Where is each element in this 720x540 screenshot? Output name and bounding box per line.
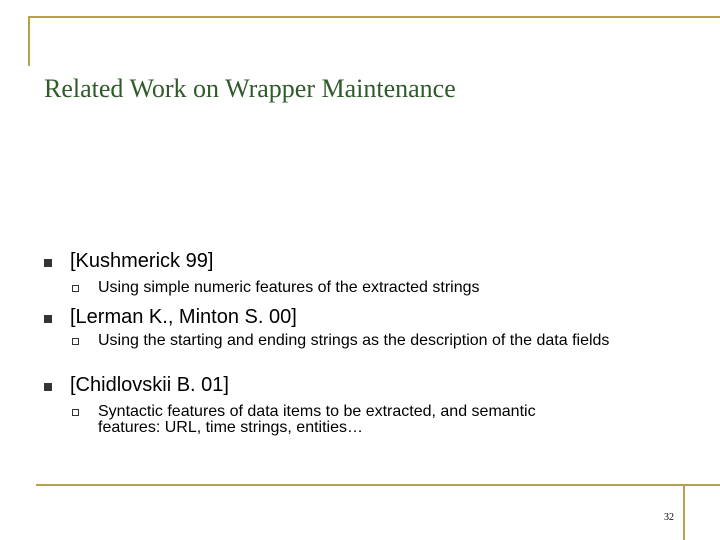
hollow-square-bullet-icon <box>72 338 79 345</box>
bullet-text: [Chidlovskii B. 01] <box>70 374 229 396</box>
bullet-text: [Kushmerick 99] <box>70 250 214 272</box>
square-bullet-icon <box>44 383 52 391</box>
hollow-square-bullet-icon <box>72 285 79 292</box>
sub-bullet-text: Using simple numeric features of the extracted strings <box>98 279 480 296</box>
sub-bullet-text: Using the starting and ending strings as the description of the data fields <box>98 332 610 349</box>
slide-title: Related Work on Wrapper Maintenance <box>44 74 456 103</box>
hollow-square-bullet-icon <box>72 409 79 416</box>
page-number: 32 <box>664 512 674 523</box>
square-bullet-icon <box>44 315 52 323</box>
bullet-text: [Lerman K., Minton S. 00] <box>70 306 297 328</box>
sub-bullet-text: Syntactic features of data items to be extracted, and semantic features: URL, time strings, entities… <box>98 403 536 436</box>
square-bullet-icon <box>44 259 52 267</box>
